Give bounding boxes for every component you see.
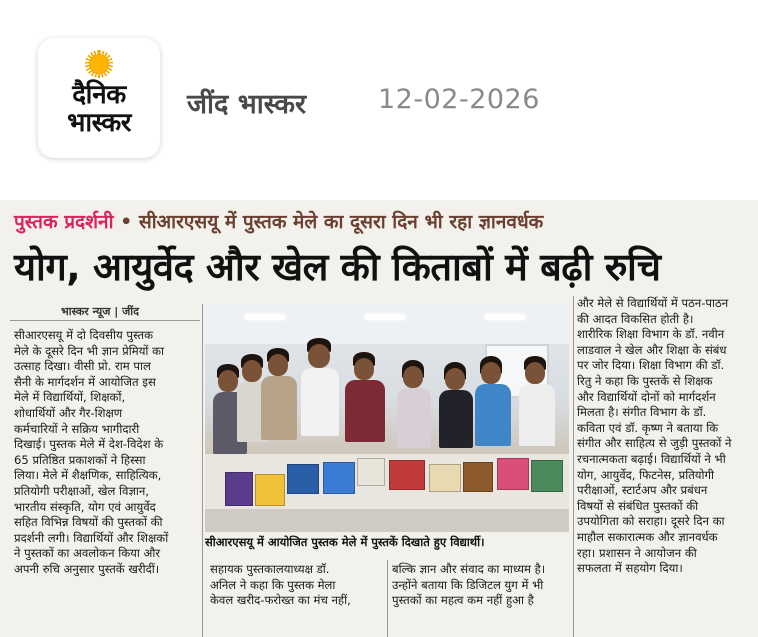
photo-book bbox=[357, 458, 385, 486]
article-text-line: की आदत विकसित होती है। bbox=[577, 311, 694, 326]
news-clipping bbox=[0, 200, 758, 637]
article-text-line: प्रतियोगी परीक्षाओं, खेल विज्ञान, bbox=[14, 483, 150, 498]
kicker-bullet: • bbox=[120, 211, 133, 233]
photo-book bbox=[531, 460, 563, 492]
article-text-line: अपनी रुचि अनुसार पुस्तकें खरीदीं। bbox=[14, 561, 160, 576]
column-rule bbox=[387, 560, 388, 637]
article-text-line: उपयोगिता को सराहा। दूसरे दिन का bbox=[577, 514, 725, 529]
article-text-line: अनिल ने कहा कि पुस्तक मेला bbox=[210, 577, 336, 592]
article-text-line: लाडवाल ने खेल और शिक्षा के संबंध bbox=[577, 342, 727, 357]
photo-light bbox=[485, 314, 525, 320]
article-text-line: ने पुस्तकों का अवलोकन किया और bbox=[14, 546, 161, 561]
article-text-line: कर्मचारियों ने सक्रिय भागीदारी bbox=[14, 421, 140, 436]
logo-line-1: दैनिक bbox=[72, 80, 126, 110]
article-text-line: 65 प्रतिष्ठित प्रकाशकों ने हिस्सा bbox=[14, 452, 146, 467]
article-text-line: उन्होंने बताया कि डिजिटल युग में भी bbox=[392, 577, 544, 592]
sun-icon bbox=[85, 50, 113, 78]
photo-book bbox=[389, 460, 425, 490]
article-text-line: मिलता है। संगीत विभाग के डॉ. bbox=[577, 405, 707, 420]
dainik-bhaskar-logo bbox=[38, 38, 160, 158]
photo-caption: सीआरएसयू में आयोजित पुस्तक मेले में पुस्तकें दिखाते हुए विद्यार्थी। bbox=[205, 535, 485, 549]
article-text-line: रचनात्मकता बढ़ाई। विद्यार्थियों ने भी bbox=[577, 451, 726, 466]
article-column-mid-2 bbox=[392, 562, 570, 609]
article-text-line: सफलता में सहयोग दिया। bbox=[577, 561, 683, 576]
article-column-right bbox=[577, 296, 752, 577]
photo-light bbox=[245, 314, 285, 320]
column-rule bbox=[202, 304, 203, 637]
article-text-line: पुस्तकों का महत्व कम नहीं हुआ है bbox=[392, 593, 534, 608]
article-text-line: सीआरएसयू में दो दिवसीय पुस्तक bbox=[14, 328, 154, 342]
news-photo bbox=[205, 304, 569, 532]
photo-ceiling bbox=[205, 304, 569, 344]
article-text-line: पर जोर दिया। शिक्षा विभाग की डॉ. bbox=[577, 358, 725, 373]
article-text-line: रितु ने कहा कि पुस्तकें से शिक्षक bbox=[577, 373, 713, 388]
edition-date: 12-02-2026 bbox=[378, 84, 540, 115]
byline-divider bbox=[10, 320, 200, 321]
article-text-line: विषयों से संबंधित पुस्तकों की bbox=[577, 498, 699, 513]
photo-book bbox=[497, 458, 529, 490]
article-text-line: संगीत और साहित्य से जुड़ी पुस्तकों ने bbox=[577, 436, 732, 451]
article-text-line: सहित विभिन्न विषयों की पुस्तकों की bbox=[14, 515, 163, 530]
article-text-line: मेले के दूसरे दिन भी ज्ञान प्रेमियों का bbox=[14, 343, 165, 358]
photo-book bbox=[463, 462, 493, 492]
article-text-line: परीक्षाओं, स्टार्टअप और प्रबंधन bbox=[577, 483, 708, 498]
article-text-line: दिखाई। पुस्तक मेले में देश-विदेश के bbox=[14, 437, 164, 452]
byline: भास्कर न्यूज | जींद bbox=[61, 305, 139, 318]
photo-book bbox=[255, 474, 285, 506]
article-text-line: रहा। प्रशासन ने आयोजन की bbox=[577, 545, 697, 560]
kicker-subheading: सीआरएसयू में पुस्तक मेले का दूसरा दिन भी रहा ज्ञानवर्धक bbox=[138, 211, 544, 233]
article-text-line: योग, आयुर्वेद, फिटनेस, प्रतियोगी bbox=[577, 467, 715, 482]
article-text-line: माहौल सकारात्मक और ज्ञानवर्धक bbox=[577, 529, 718, 544]
kicker-tag: पुस्तक प्रदर्शनी bbox=[14, 211, 114, 233]
article-text-line: उत्साह दिखा। वीसी प्रो. राम पाल bbox=[14, 359, 151, 374]
article-text-line: मेले में विद्यार्थियों, शिक्षकों, bbox=[14, 390, 126, 405]
article-text-line: केवल खरीद-फरोख्त का मंच नहीं, bbox=[210, 593, 351, 608]
article-column-mid-1 bbox=[210, 562, 382, 609]
article-text-line: लिया। मेले में शैक्षणिक, साहित्यिक, bbox=[14, 468, 162, 483]
photo-book bbox=[429, 464, 461, 492]
kicker bbox=[14, 210, 543, 234]
article-column-left bbox=[14, 328, 200, 578]
column-rule bbox=[573, 296, 574, 637]
article-text-line: बल्कि ज्ञान और संवाद का माध्यम है। bbox=[392, 562, 546, 576]
article-text-line: शोधार्थियों और गैर-शिक्षण bbox=[14, 405, 123, 420]
article-text-line: और मेले से विद्यार्थियों में पठन-पाठन bbox=[577, 296, 729, 310]
article-text-line: प्रदर्शनी लगी। विद्यार्थियों और शिक्षकों bbox=[14, 530, 169, 545]
article-text-line: और विद्यार्थियों दोनों को मार्गदर्शन bbox=[577, 389, 716, 404]
article-text-line: सैनी के मार्गदर्शन में आयोजित इस bbox=[14, 374, 156, 389]
photo-tablecloth bbox=[205, 509, 569, 532]
photo-light bbox=[365, 314, 405, 320]
article-text-line: शारीरिक शिक्षा विभाग के डॉ. नवीन bbox=[577, 327, 725, 342]
photo-book bbox=[225, 472, 253, 506]
article-text-line: कविता एवं डॉ. कृष्ण ने बताया कि bbox=[577, 420, 719, 435]
article-text-line: सहायक पुस्तकालयाध्यक्ष डॉ. bbox=[210, 562, 330, 576]
photo-book bbox=[323, 462, 355, 494]
headline: योग, आयुर्वेद और खेल की किताबों में बढ़ी रुचि bbox=[14, 245, 661, 289]
logo-line-2: भास्कर bbox=[67, 108, 131, 138]
photo-book bbox=[287, 464, 319, 494]
edition-name: जींद भास्कर bbox=[187, 89, 307, 120]
article-text-line: भारतीय संस्कृति, योग एवं आयुर्वेद bbox=[14, 499, 156, 514]
